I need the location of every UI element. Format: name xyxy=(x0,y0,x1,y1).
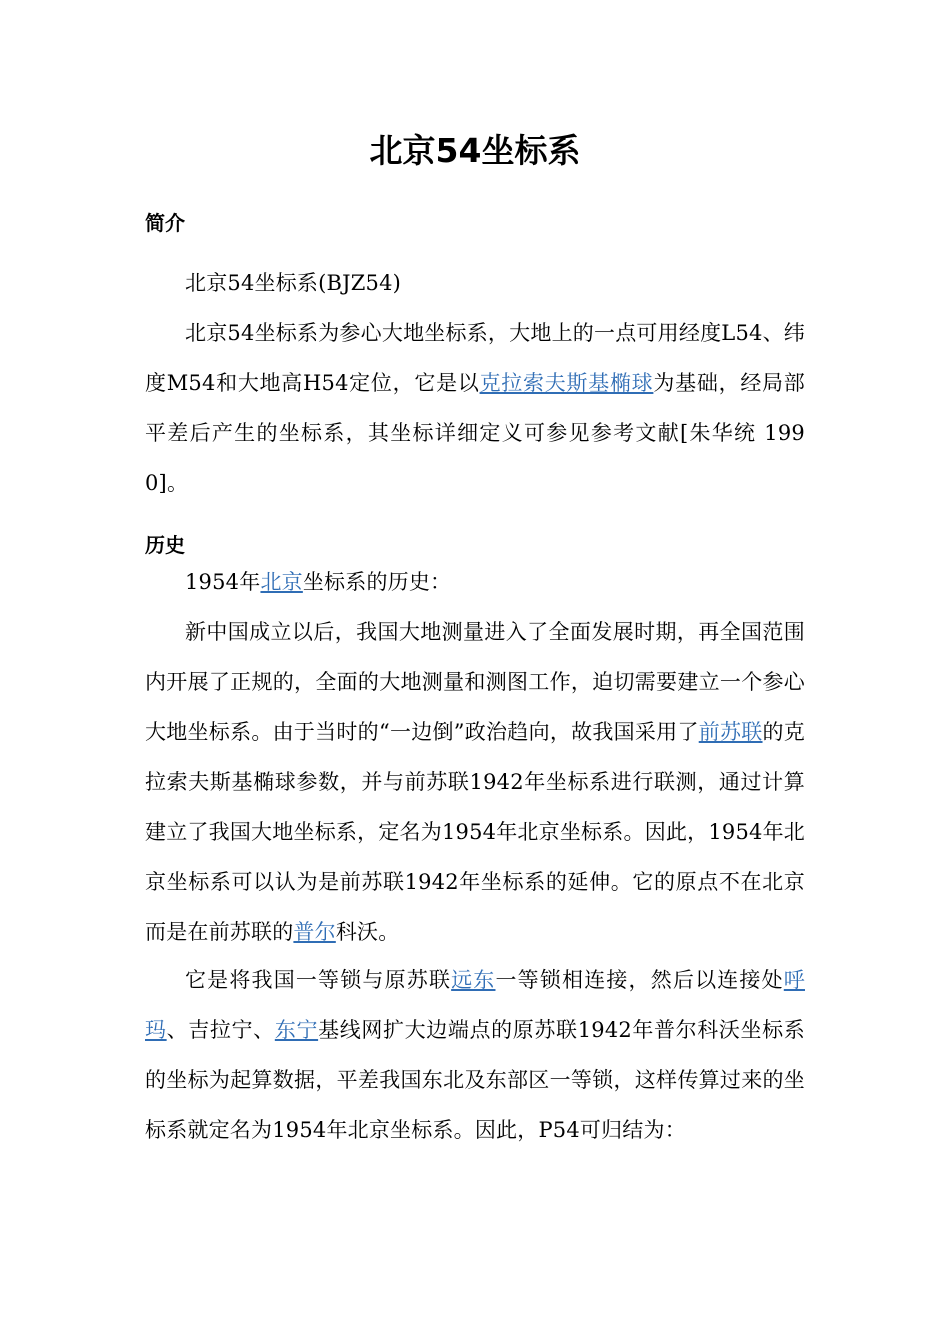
intro-text-b: 为基础，经局部平差后产生的坐标系，其坐标详细定义可参见参考文献[朱华统 1990]。 xyxy=(145,371,805,495)
history-p1-text-a: 1954年 xyxy=(185,570,261,594)
history-p2-text-c: 科沃。 xyxy=(335,920,400,944)
history-paragraph-1 xyxy=(145,557,805,607)
intro-paragraph-1: 北京54坐标系(BJZ54) xyxy=(185,271,402,295)
section-heading-history: 历史 xyxy=(145,533,185,557)
history-p3-text-b: 一等锁相连接，然后以连接处 xyxy=(495,968,784,992)
intro-text-a: 北京54坐标系为参心大地坐标系，大地上的一点可用经度L54、纬度M54和大地高H54定位，它是以 xyxy=(145,321,805,395)
link-beijing[interactable]: 北京 xyxy=(260,570,303,594)
history-p2-text-b: 的克拉索夫斯基椭球参数，并与前苏联1942年坐标系进行联测，通过计算建立了我国大地坐标系，定名为1954年北京坐标系。因此，1954年北京坐标系可以认为是前苏联1942年坐标系的延伸。它的原点不在北京而是在前苏联的 xyxy=(145,720,805,944)
history-p3-text-c: 、吉拉宁、 xyxy=(166,1018,275,1042)
link-huma[interactable]: 呼玛 xyxy=(145,968,805,1042)
document-title: 北京54坐标系 xyxy=(369,131,581,170)
link-pulkovo[interactable]: 普尔 xyxy=(293,920,336,944)
link-far-east[interactable]: 远东 xyxy=(451,968,496,992)
section-heading-intro: 简介 xyxy=(145,211,185,235)
intro-paragraph-2 xyxy=(145,308,805,508)
history-paragraph-2 xyxy=(145,607,805,957)
link-dongning[interactable]: 东宁 xyxy=(274,1018,319,1042)
history-paragraph-3 xyxy=(145,955,805,1155)
link-krasovsky-ellipsoid[interactable]: 克拉索夫斯基椭球 xyxy=(479,371,654,395)
history-p3-text-a: 它是将我国一等锁与原苏联 xyxy=(185,968,452,992)
history-p2-text-a: 新中国成立以后，我国大地测量进入了全面发展时期，再全国范围内开展了正规的，全面的大地测量和测图工作，迫切需要建立一个参心大地坐标系。由于当时的“一边倒”政治趋向，故我国采用了 xyxy=(145,620,805,744)
history-p3-text-d: 基线网扩大边端点的原苏联1942年普尔科沃坐标系的坐标为起算数据，平差我国东北及东部区一等锁，这样传算过来的坐标系就定名为1954年北京坐标系。因此，P54可归结为： xyxy=(145,1018,806,1142)
link-former-soviet-union[interactable]: 前苏联 xyxy=(698,720,763,744)
history-p1-text-b: 坐标系的历史： xyxy=(302,570,452,594)
